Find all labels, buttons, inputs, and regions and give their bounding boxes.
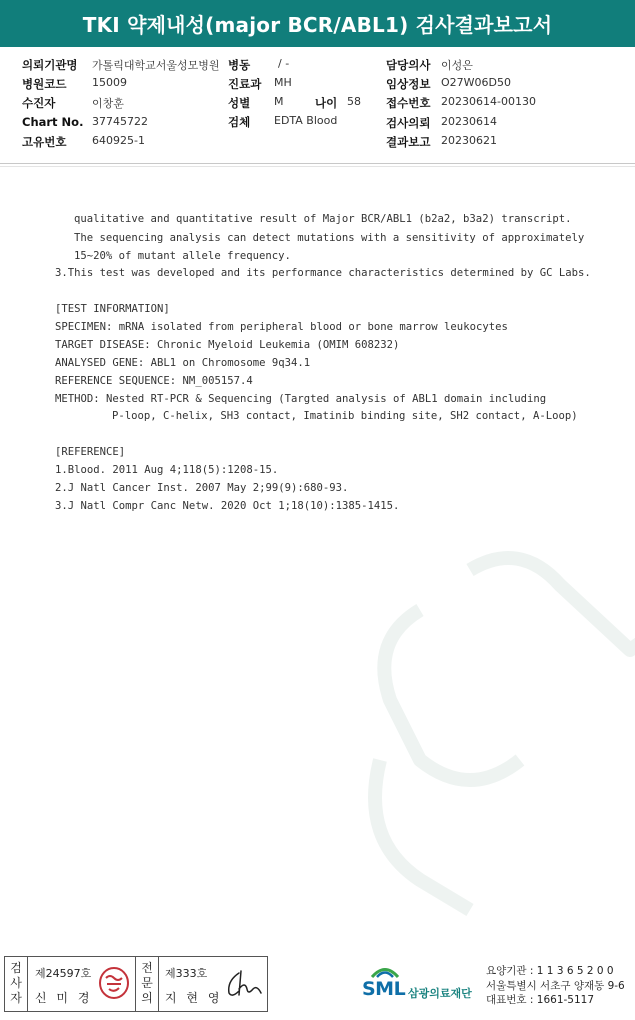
phone-number: 대표번호 : 1661-5117 [486, 994, 595, 1006]
specialist-license: 제333호 [165, 967, 208, 980]
report-date-value: 20230621 [441, 134, 497, 147]
institution-label: 의뢰기관명 [22, 58, 78, 72]
body-line: TARGET DISEASE: Chronic Myeloid Leukemia (OMIM 608232) [55, 339, 400, 351]
specialist-label-char: 전 [141, 961, 153, 975]
signature-divider [158, 957, 159, 1011]
header-divider-shadow [0, 166, 635, 167]
ward-label: 병동 [228, 58, 251, 72]
specialist-signature-icon [223, 967, 265, 1001]
sex-label: 성별 [228, 96, 251, 110]
unique-no-label: 고유번호 [22, 135, 67, 149]
institution-value: 가톨릭대학교서울성모병원 [92, 59, 220, 72]
specimen-value: EDTA Blood [274, 114, 338, 127]
age-value: 58 [347, 95, 361, 108]
report-date-label: 결과보고 [386, 135, 431, 149]
chart-no-value: 37745722 [92, 115, 148, 128]
ward-value: / - [278, 57, 290, 70]
care-institution-number: 요양기관 : 1 1 3 6 5 2 0 0 [486, 965, 614, 977]
specimen-label: 검체 [228, 115, 251, 129]
specialist-label [136, 961, 158, 1006]
examiner-label-char: 자 [10, 991, 22, 1005]
body-line: qualitative and quantitative result of Major BCR/ABL1 (b2a2, b3a2) transcript. [74, 213, 572, 225]
clinical-info-value: O27W06D50 [441, 76, 511, 89]
examiner-label [5, 961, 27, 1006]
unique-no-value: 640925-1 [92, 134, 145, 147]
examiner-label-char: 검 [10, 961, 22, 975]
organization-address: 서울특별시 서초구 양재동 9-6 [486, 979, 625, 992]
patient-info-block [0, 47, 635, 165]
body-line: 3.This test was developed and its performance characteristics determined by GC Labs. [55, 267, 591, 279]
examiner-license: 제24597호 [35, 967, 92, 980]
body-line: REFERENCE SEQUENCE: NM_005157.4 [55, 375, 253, 387]
examiner-name: 신 미 경 [35, 991, 93, 1005]
signature-divider [27, 957, 28, 1011]
report-title: TKI 약제내성(major BCR/ABL1) 검사결과보고서 [0, 0, 635, 47]
patient-label: 수진자 [22, 96, 56, 110]
organization-contact [486, 964, 625, 1008]
hospital-code-value: 15009 [92, 76, 127, 89]
receipt-no-value: 20230614-00130 [441, 95, 536, 108]
organization-name: 삼광의료재단 [408, 987, 472, 1000]
logo-text: SML [362, 978, 406, 1000]
body-line: 15~20% of mutant allele frequency. [74, 250, 291, 262]
body-line: METHOD: Nested RT-PCR & Sequencing (Targted analysis of ABL1 domain including [55, 393, 547, 405]
body-line: SPECIMEN: mRNA isolated from peripheral blood or bone marrow leukocytes [55, 321, 508, 333]
examiner-label-char: 사 [10, 976, 22, 990]
examiner-seal-icon [97, 966, 131, 1000]
signature-box [4, 956, 268, 1012]
doctor-label: 담당의사 [386, 58, 431, 72]
reference-item: 1.Blood. 2011 Aug 4;118(5):1208-15. [55, 464, 279, 476]
request-date-value: 20230614 [441, 115, 497, 128]
request-date-label: 검사의뢰 [386, 116, 431, 130]
specialist-label-char: 의 [141, 991, 153, 1005]
department-label: 진료과 [228, 77, 262, 91]
header-divider [0, 163, 635, 164]
patient-value: 이창훈 [92, 97, 124, 110]
reference-item: 2.J Natl Cancer Inst. 2007 May 2;99(9):680-93. [55, 482, 349, 494]
hospital-code-label: 병원코드 [22, 77, 67, 91]
body-line: P-loop, C-helix, SH3 contact, Imatinib binding site, SH2 contact, A-Loop) [112, 410, 578, 422]
section-heading-reference: [REFERENCE] [55, 446, 126, 458]
age-label: 나이 [315, 96, 338, 110]
chart-no-label: Chart No. [22, 115, 84, 129]
report-footer [0, 950, 635, 1020]
section-heading-test-information: [TEST INFORMATION] [55, 303, 170, 315]
receipt-no-label: 접수번호 [386, 96, 431, 110]
specialist-label-char: 문 [141, 976, 153, 990]
reference-item: 3.J Natl Compr Canc Netw. 2020 Oct 1;18(10):1385-1415. [55, 500, 400, 512]
body-line: ANALYSED GENE: ABL1 on Chromosome 9q34.1 [55, 357, 311, 369]
sex-value: M [274, 95, 284, 108]
doctor-value: 이성은 [441, 59, 473, 72]
clinical-info-label: 임상정보 [386, 77, 431, 91]
specialist-name: 지 현 영 [165, 991, 223, 1005]
logo-arc-icon [370, 964, 400, 978]
department-value: MH [274, 76, 292, 89]
body-line: The sequencing analysis can detect mutations with a sensitivity of approximately [74, 232, 585, 244]
